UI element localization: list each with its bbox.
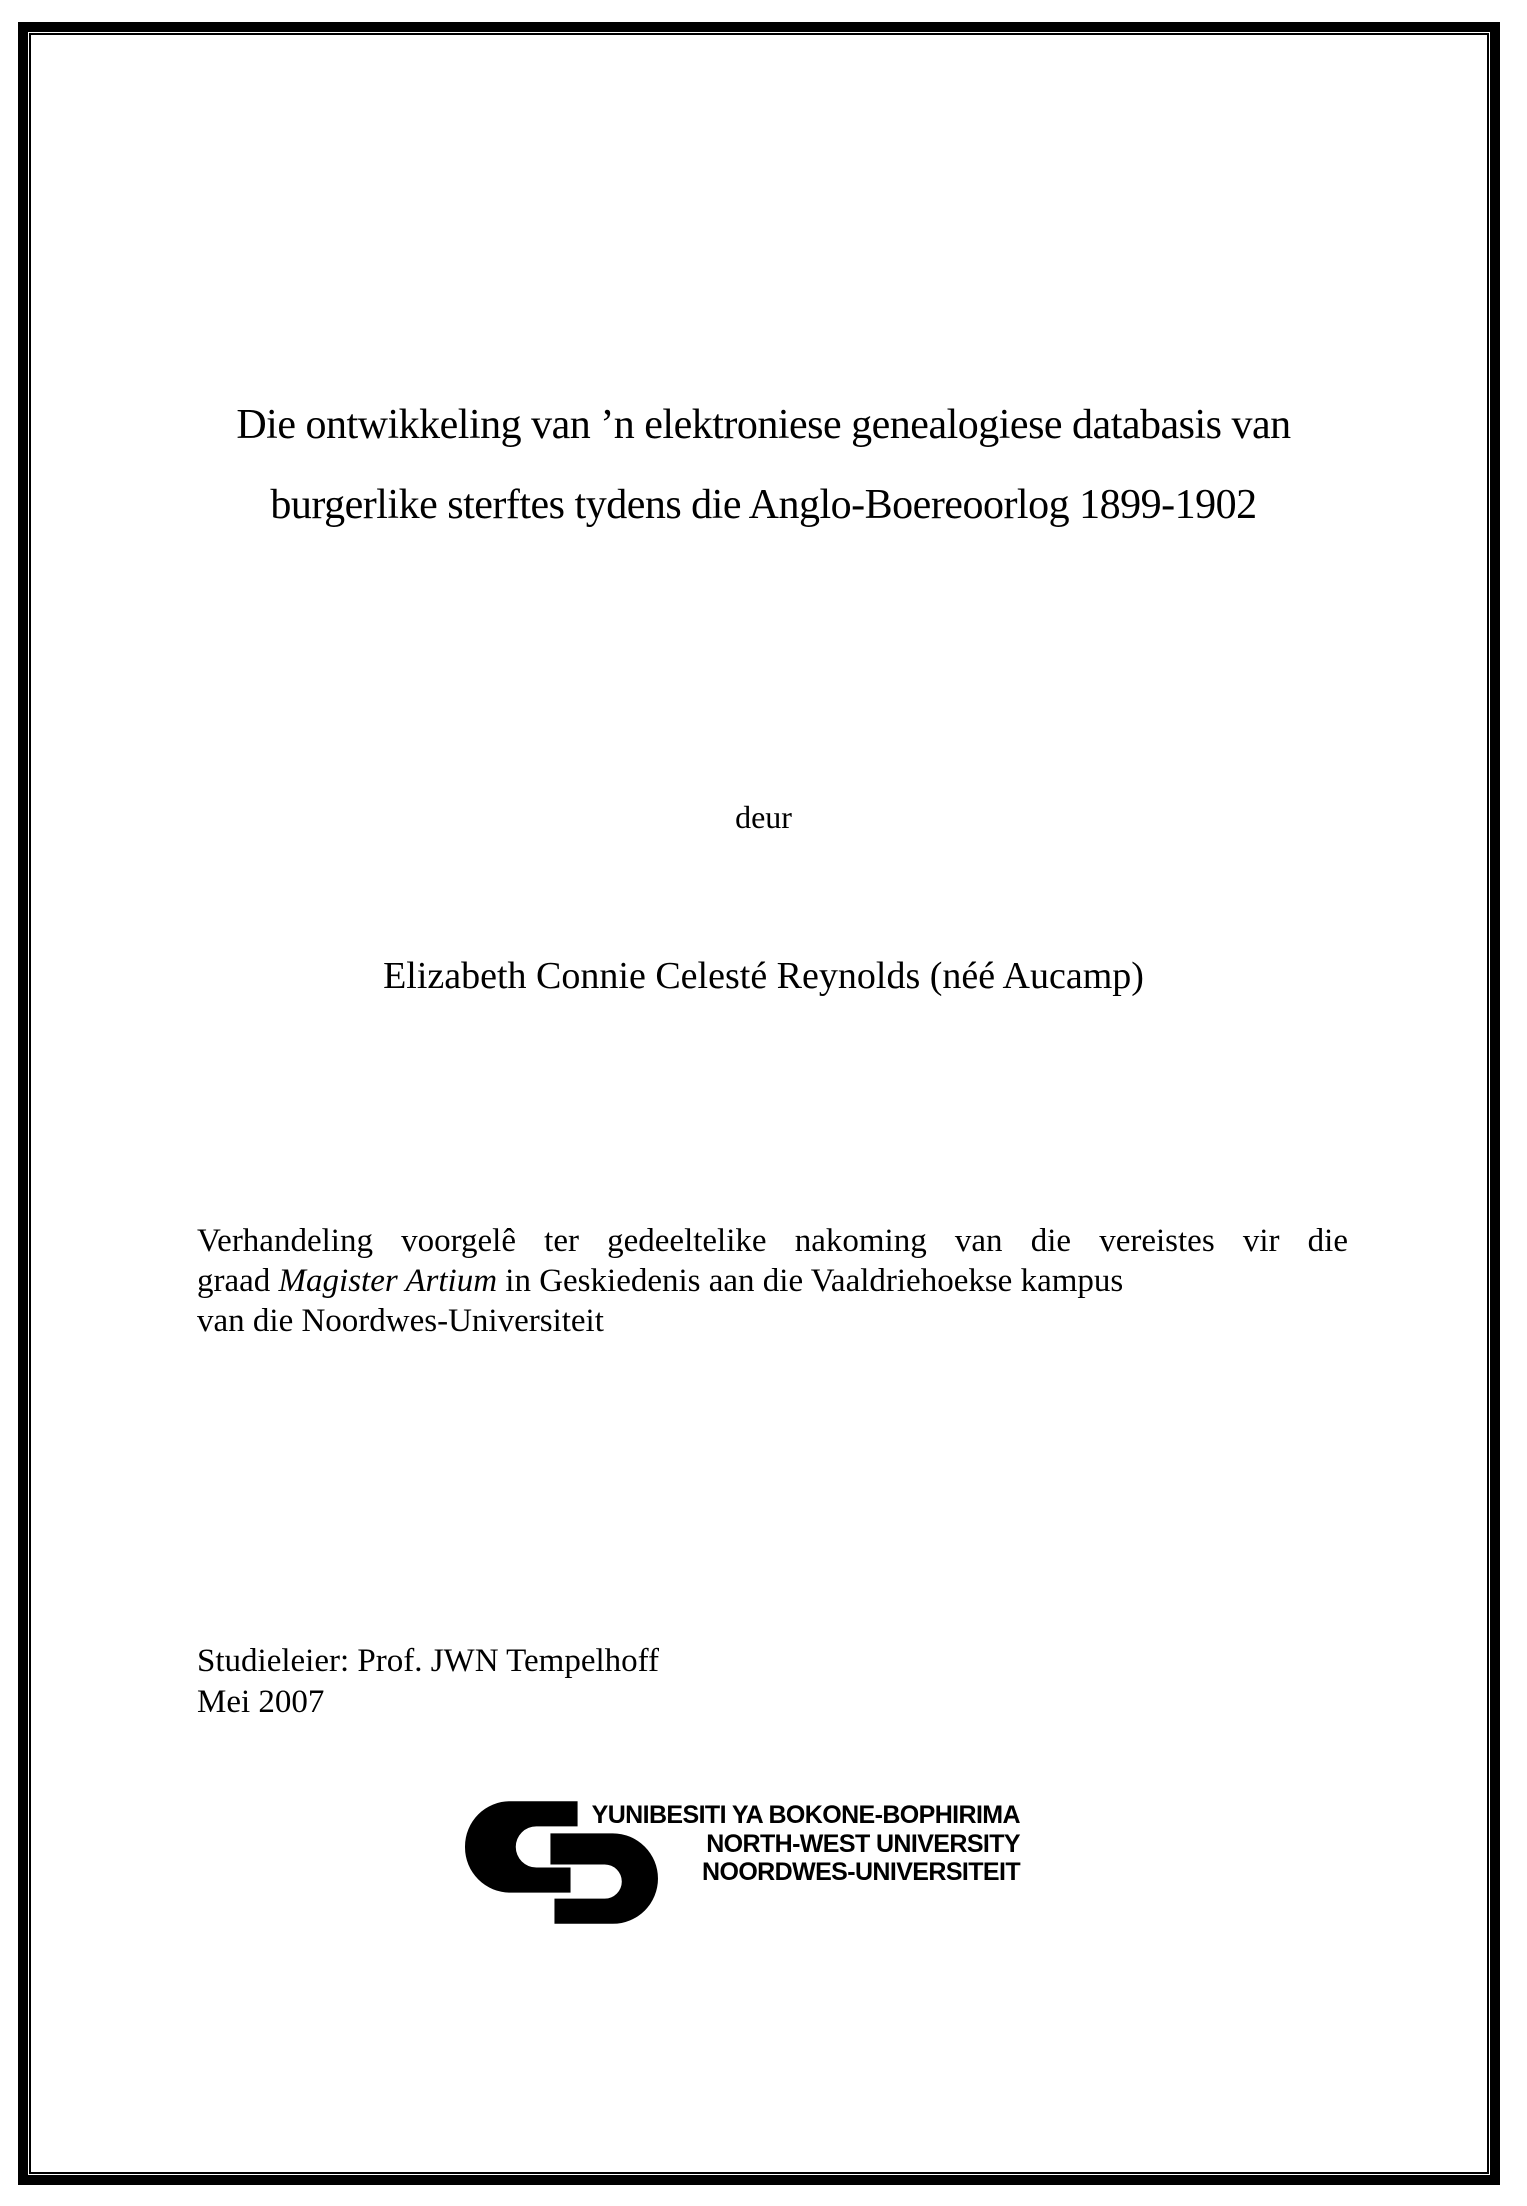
degree-line-2-suffix: in Geskiedenis aan die Vaaldriehoekse kampus	[497, 1263, 1124, 1299]
nwu-logo-text	[590, 1801, 1020, 1887]
thesis-title-line-2: burgerlike sterftes tydens die Anglo-Boereoorlog 1899-1902	[270, 482, 1257, 528]
nwu-logo-text-afrikaans: NOORDWES-UNIVERSITEIT	[702, 1858, 1020, 1886]
nwu-logo-text-setswana: YUNIBESITI YA BOKONE-BOPHIRIMA	[591, 1801, 1020, 1829]
byline: deur	[735, 799, 792, 835]
degree-statement	[197, 1221, 1348, 1341]
degree-statement-line-1: Verhandeling voorgelê ter gedeeltelike nakoming van die vereistes vir die	[197, 1223, 1348, 1259]
degree-statement-line-3: van die Noordwes-Universiteit	[197, 1303, 604, 1339]
date-line: Mei 2007	[197, 1684, 325, 1720]
author-name: Elizabeth Connie Celesté Reynolds (néé Aucamp)	[383, 955, 1144, 997]
nwu-logo-text-english: NORTH-WEST UNIVERSITY	[706, 1829, 1020, 1858]
supervisor-line: Studieleier: Prof. JWN Tempelhoff	[197, 1643, 660, 1679]
thesis-title	[90, 385, 1437, 545]
thesis-title-line-1: Die ontwikkeling van ’n elektroniese genealogiese databasis van	[236, 402, 1291, 448]
supervisor-block	[197, 1641, 659, 1723]
degree-name-italic: Magister Artium	[278, 1263, 498, 1299]
degree-statement-line-2	[197, 1261, 1348, 1301]
degree-line-2-prefix: graad	[197, 1263, 279, 1299]
